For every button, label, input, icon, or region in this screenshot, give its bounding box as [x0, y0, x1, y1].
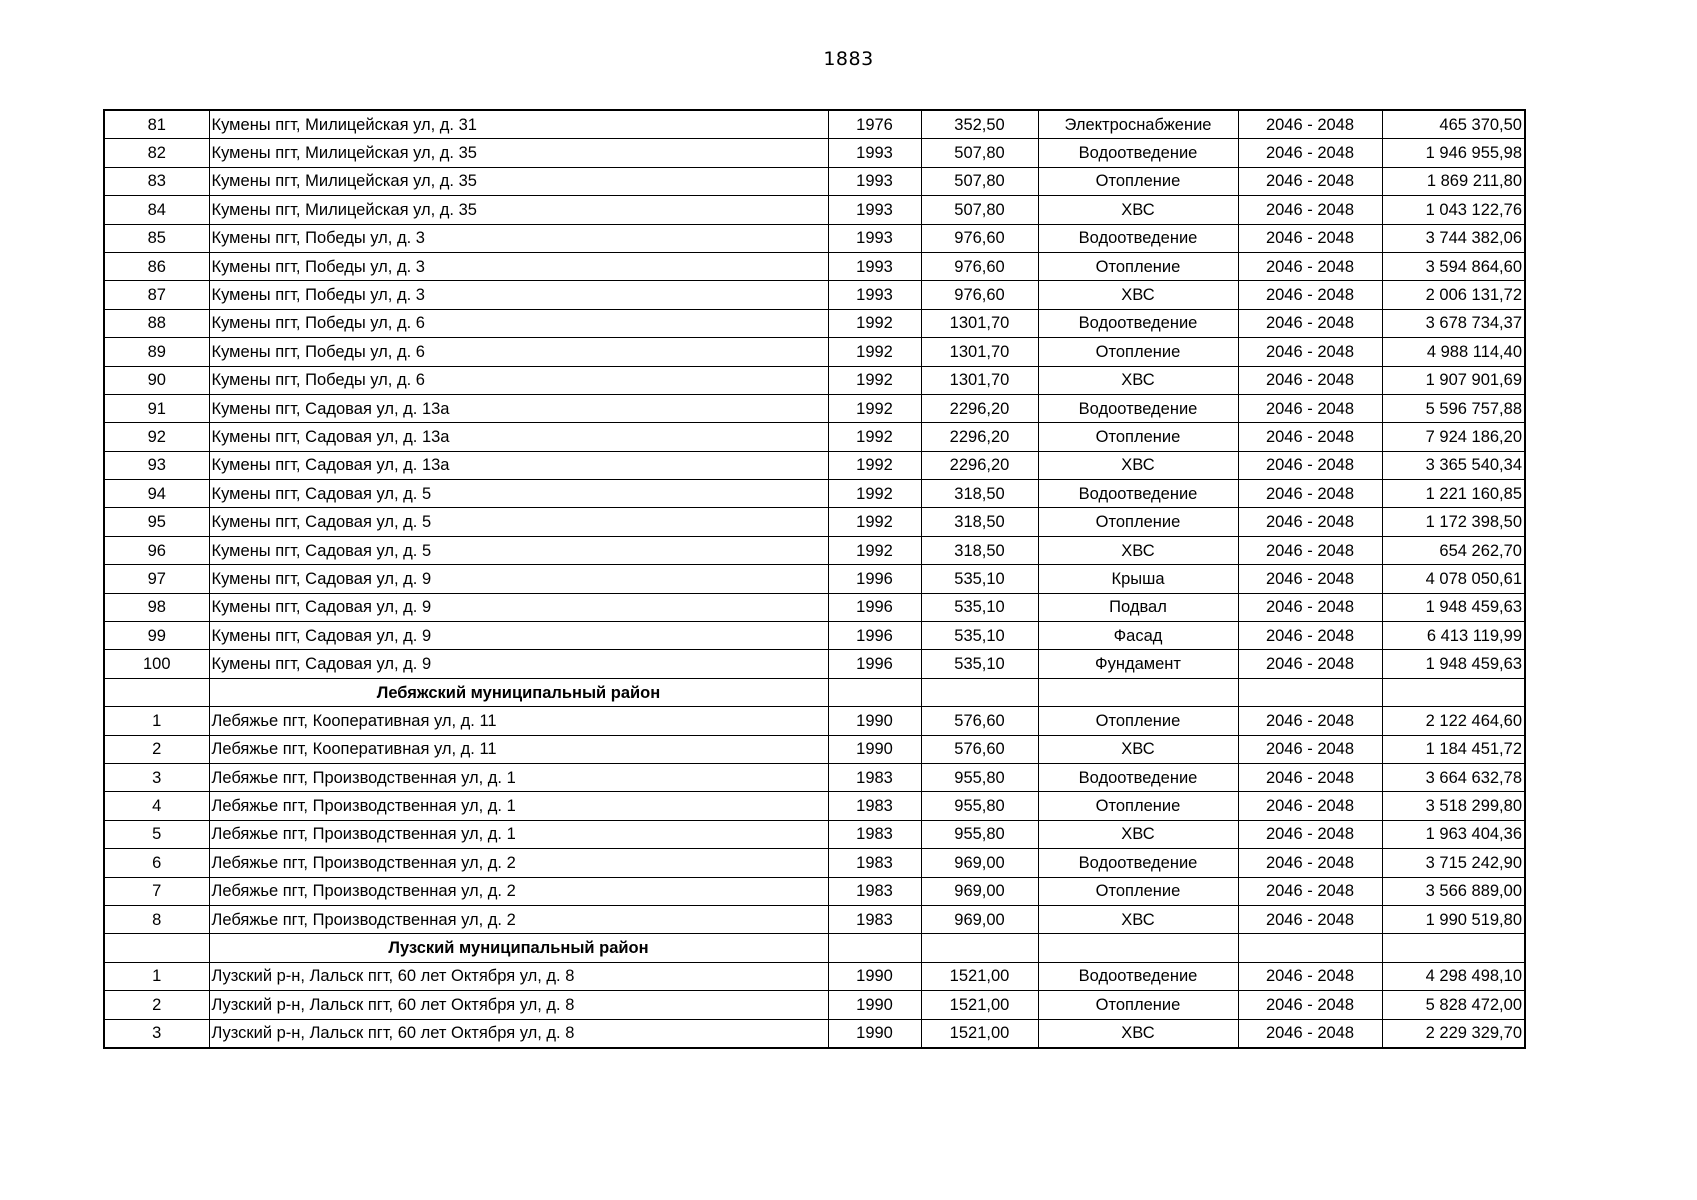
period-cell: 2046 - 2048	[1238, 309, 1382, 337]
address-cell: Кумены пгт, Садовая ул, д. 9	[209, 622, 828, 650]
row-number: 99	[104, 622, 209, 650]
work-type-cell: Отопление	[1038, 423, 1238, 451]
address-cell: Лебяжье пгт, Кооперативная ул, д. 11	[209, 735, 828, 763]
address-cell: Кумены пгт, Садовая ул, д. 13а	[209, 451, 828, 479]
year-cell: 1993	[828, 252, 921, 280]
row-number: 3	[104, 763, 209, 791]
area-cell: 1301,70	[921, 309, 1038, 337]
cost-cell: 3 664 632,78	[1382, 763, 1525, 791]
address-cell: Кумены пгт, Победы ул, д. 3	[209, 252, 828, 280]
period-cell: 2046 - 2048	[1238, 905, 1382, 933]
row-number: 96	[104, 536, 209, 564]
address-cell: Кумены пгт, Садовая ул, д. 5	[209, 536, 828, 564]
row-number: 4	[104, 792, 209, 820]
area-cell: 976,60	[921, 252, 1038, 280]
register-body	[104, 110, 1525, 1048]
area-cell: 576,60	[921, 707, 1038, 735]
table-row	[104, 309, 1525, 337]
year-cell: 1992	[828, 394, 921, 422]
cost-cell: 2 229 329,70	[1382, 1019, 1525, 1048]
work-type-cell: Водоотведение	[1038, 139, 1238, 167]
area-cell: 955,80	[921, 820, 1038, 848]
address-cell: Лебяжье пгт, Кооперативная ул, д. 11	[209, 707, 828, 735]
year-cell: 1996	[828, 622, 921, 650]
area-cell: 976,60	[921, 224, 1038, 252]
row-number: 95	[104, 508, 209, 536]
area-cell: 576,60	[921, 735, 1038, 763]
year-cell: 1992	[828, 508, 921, 536]
address-cell: Кумены пгт, Победы ул, д. 6	[209, 309, 828, 337]
period-cell: 2046 - 2048	[1238, 707, 1382, 735]
area-cell: 535,10	[921, 622, 1038, 650]
section-header-row	[104, 934, 1525, 962]
year-cell: 1996	[828, 565, 921, 593]
cost-cell: 3 744 382,06	[1382, 224, 1525, 252]
work-type-cell: Водоотведение	[1038, 763, 1238, 791]
table-row	[104, 707, 1525, 735]
section-empty-cell	[104, 934, 209, 962]
period-cell: 2046 - 2048	[1238, 167, 1382, 195]
row-number: 94	[104, 480, 209, 508]
cost-cell: 3 678 734,37	[1382, 309, 1525, 337]
row-number: 85	[104, 224, 209, 252]
work-type-cell: ХВС	[1038, 536, 1238, 564]
cost-cell: 6 413 119,99	[1382, 622, 1525, 650]
table-row	[104, 423, 1525, 451]
row-number: 88	[104, 309, 209, 337]
row-number: 1	[104, 707, 209, 735]
year-cell: 1983	[828, 763, 921, 791]
cost-cell: 5 828 472,00	[1382, 991, 1525, 1019]
year-cell: 1992	[828, 366, 921, 394]
section-title: Лузский муниципальный район	[209, 934, 828, 962]
cost-cell: 2 006 131,72	[1382, 281, 1525, 309]
row-number: 3	[104, 1019, 209, 1048]
cost-cell: 3 518 299,80	[1382, 792, 1525, 820]
work-type-cell: Отопление	[1038, 991, 1238, 1019]
row-number: 84	[104, 196, 209, 224]
work-type-cell: Фундамент	[1038, 650, 1238, 678]
table-row	[104, 110, 1525, 139]
address-cell: Лузский р-н, Лальск пгт, 60 лет Октября ул, д. 8	[209, 991, 828, 1019]
period-cell: 2046 - 2048	[1238, 593, 1382, 621]
section-empty-cell	[921, 678, 1038, 706]
area-cell: 507,80	[921, 139, 1038, 167]
section-empty-cell	[1238, 934, 1382, 962]
address-cell: Лебяжье пгт, Производственная ул, д. 2	[209, 905, 828, 933]
cost-cell: 4 988 114,40	[1382, 338, 1525, 366]
cost-cell: 1 948 459,63	[1382, 650, 1525, 678]
address-cell: Лебяжье пгт, Производственная ул, д. 1	[209, 820, 828, 848]
period-cell: 2046 - 2048	[1238, 423, 1382, 451]
period-cell: 2046 - 2048	[1238, 1019, 1382, 1048]
address-cell: Кумены пгт, Победы ул, д. 6	[209, 338, 828, 366]
work-type-cell: ХВС	[1038, 820, 1238, 848]
table-row	[104, 820, 1525, 848]
cost-cell: 1 948 459,63	[1382, 593, 1525, 621]
cost-cell: 4 298 498,10	[1382, 962, 1525, 990]
year-cell: 1992	[828, 338, 921, 366]
table-row	[104, 224, 1525, 252]
register-table	[103, 109, 1526, 1049]
year-cell: 1992	[828, 480, 921, 508]
cost-cell: 7 924 186,20	[1382, 423, 1525, 451]
period-cell: 2046 - 2048	[1238, 196, 1382, 224]
address-cell: Кумены пгт, Садовая ул, д. 5	[209, 508, 828, 536]
period-cell: 2046 - 2048	[1238, 820, 1382, 848]
year-cell: 1996	[828, 650, 921, 678]
year-cell: 1996	[828, 593, 921, 621]
period-cell: 2046 - 2048	[1238, 338, 1382, 366]
year-cell: 1992	[828, 451, 921, 479]
section-empty-cell	[1238, 678, 1382, 706]
cost-cell: 3 594 864,60	[1382, 252, 1525, 280]
address-cell: Кумены пгт, Победы ул, д. 3	[209, 281, 828, 309]
area-cell: 318,50	[921, 536, 1038, 564]
period-cell: 2046 - 2048	[1238, 763, 1382, 791]
year-cell: 1993	[828, 196, 921, 224]
address-cell: Кумены пгт, Садовая ул, д. 13а	[209, 423, 828, 451]
work-type-cell: Отопление	[1038, 167, 1238, 195]
cost-cell: 1 184 451,72	[1382, 735, 1525, 763]
row-number: 81	[104, 110, 209, 139]
year-cell: 1990	[828, 1019, 921, 1048]
period-cell: 2046 - 2048	[1238, 565, 1382, 593]
row-number: 1	[104, 962, 209, 990]
table-row	[104, 480, 1525, 508]
work-type-cell: Водоотведение	[1038, 480, 1238, 508]
cost-cell: 1 043 122,76	[1382, 196, 1525, 224]
section-empty-cell	[828, 678, 921, 706]
work-type-cell: Водоотведение	[1038, 849, 1238, 877]
work-type-cell: ХВС	[1038, 905, 1238, 933]
table-row	[104, 650, 1525, 678]
table-row	[104, 735, 1525, 763]
row-number: 93	[104, 451, 209, 479]
cost-cell: 1 963 404,36	[1382, 820, 1525, 848]
table-row	[104, 622, 1525, 650]
cost-cell: 1 990 519,80	[1382, 905, 1525, 933]
cost-cell: 1 946 955,98	[1382, 139, 1525, 167]
row-number: 5	[104, 820, 209, 848]
cost-cell: 654 262,70	[1382, 536, 1525, 564]
page-number: 1883	[823, 48, 874, 70]
table-row	[104, 849, 1525, 877]
area-cell: 955,80	[921, 763, 1038, 791]
cost-cell: 1 869 211,80	[1382, 167, 1525, 195]
row-number: 2	[104, 991, 209, 1019]
work-type-cell: ХВС	[1038, 735, 1238, 763]
address-cell: Лебяжье пгт, Производственная ул, д. 2	[209, 849, 828, 877]
year-cell: 1993	[828, 167, 921, 195]
period-cell: 2046 - 2048	[1238, 480, 1382, 508]
area-cell: 535,10	[921, 565, 1038, 593]
row-number: 92	[104, 423, 209, 451]
area-cell: 969,00	[921, 877, 1038, 905]
area-cell: 507,80	[921, 196, 1038, 224]
year-cell: 1990	[828, 991, 921, 1019]
period-cell: 2046 - 2048	[1238, 252, 1382, 280]
address-cell: Кумены пгт, Садовая ул, д. 9	[209, 565, 828, 593]
work-type-cell: Водоотведение	[1038, 394, 1238, 422]
year-cell: 1992	[828, 536, 921, 564]
period-cell: 2046 - 2048	[1238, 622, 1382, 650]
work-type-cell: ХВС	[1038, 366, 1238, 394]
area-cell: 318,50	[921, 508, 1038, 536]
area-cell: 535,10	[921, 593, 1038, 621]
table-row	[104, 792, 1525, 820]
area-cell: 1521,00	[921, 962, 1038, 990]
year-cell: 1992	[828, 423, 921, 451]
address-cell: Кумены пгт, Милицейская ул, д. 31	[209, 110, 828, 139]
table-row	[104, 139, 1525, 167]
table-row	[104, 565, 1525, 593]
period-cell: 2046 - 2048	[1238, 792, 1382, 820]
period-cell: 2046 - 2048	[1238, 536, 1382, 564]
area-cell: 955,80	[921, 792, 1038, 820]
cost-cell: 4 078 050,61	[1382, 565, 1525, 593]
year-cell: 1983	[828, 849, 921, 877]
work-type-cell: ХВС	[1038, 451, 1238, 479]
table-row	[104, 338, 1525, 366]
section-empty-cell	[828, 934, 921, 962]
cost-cell: 3 715 242,90	[1382, 849, 1525, 877]
area-cell: 507,80	[921, 167, 1038, 195]
table-row	[104, 991, 1525, 1019]
area-cell: 535,10	[921, 650, 1038, 678]
period-cell: 2046 - 2048	[1238, 962, 1382, 990]
work-type-cell: ХВС	[1038, 196, 1238, 224]
row-number: 90	[104, 366, 209, 394]
work-type-cell: Водоотведение	[1038, 962, 1238, 990]
area-cell: 318,50	[921, 480, 1038, 508]
cost-cell: 1 172 398,50	[1382, 508, 1525, 536]
table-row	[104, 167, 1525, 195]
row-number: 98	[104, 593, 209, 621]
work-type-cell: Электроснабжение	[1038, 110, 1238, 139]
table-row	[104, 1019, 1525, 1048]
period-cell: 2046 - 2048	[1238, 849, 1382, 877]
year-cell: 1983	[828, 877, 921, 905]
address-cell: Кумены пгт, Победы ул, д. 6	[209, 366, 828, 394]
area-cell: 352,50	[921, 110, 1038, 139]
period-cell: 2046 - 2048	[1238, 451, 1382, 479]
year-cell: 1983	[828, 905, 921, 933]
work-type-cell: Водоотведение	[1038, 224, 1238, 252]
period-cell: 2046 - 2048	[1238, 991, 1382, 1019]
table-row	[104, 877, 1525, 905]
area-cell: 1301,70	[921, 338, 1038, 366]
address-cell: Кумены пгт, Милицейская ул, д. 35	[209, 196, 828, 224]
address-cell: Кумены пгт, Победы ул, д. 3	[209, 224, 828, 252]
period-cell: 2046 - 2048	[1238, 508, 1382, 536]
row-number: 89	[104, 338, 209, 366]
table-row	[104, 536, 1525, 564]
year-cell: 1983	[828, 792, 921, 820]
table-row	[104, 508, 1525, 536]
period-cell: 2046 - 2048	[1238, 650, 1382, 678]
table-row	[104, 905, 1525, 933]
year-cell: 1976	[828, 110, 921, 139]
area-cell: 2296,20	[921, 394, 1038, 422]
table-row	[104, 196, 1525, 224]
work-type-cell: Отопление	[1038, 877, 1238, 905]
row-number: 91	[104, 394, 209, 422]
section-empty-cell	[1382, 678, 1525, 706]
row-number: 100	[104, 650, 209, 678]
year-cell: 1983	[828, 820, 921, 848]
row-number: 6	[104, 849, 209, 877]
period-cell: 2046 - 2048	[1238, 139, 1382, 167]
cost-cell: 3 365 540,34	[1382, 451, 1525, 479]
cost-cell: 1 907 901,69	[1382, 366, 1525, 394]
work-type-cell: ХВС	[1038, 281, 1238, 309]
address-cell: Кумены пгт, Садовая ул, д. 9	[209, 650, 828, 678]
work-type-cell: Подвал	[1038, 593, 1238, 621]
table-row	[104, 281, 1525, 309]
area-cell: 2296,20	[921, 423, 1038, 451]
cost-cell: 2 122 464,60	[1382, 707, 1525, 735]
area-cell: 1521,00	[921, 1019, 1038, 1048]
year-cell: 1990	[828, 735, 921, 763]
section-empty-cell	[104, 678, 209, 706]
year-cell: 1992	[828, 309, 921, 337]
period-cell: 2046 - 2048	[1238, 281, 1382, 309]
cost-cell: 1 221 160,85	[1382, 480, 1525, 508]
address-cell: Лебяжье пгт, Производственная ул, д. 1	[209, 792, 828, 820]
section-header-row	[104, 678, 1525, 706]
cost-cell: 3 566 889,00	[1382, 877, 1525, 905]
row-number: 82	[104, 139, 209, 167]
year-cell: 1993	[828, 139, 921, 167]
area-cell: 1301,70	[921, 366, 1038, 394]
work-type-cell: Отопление	[1038, 707, 1238, 735]
row-number: 97	[104, 565, 209, 593]
address-cell: Кумены пгт, Милицейская ул, д. 35	[209, 167, 828, 195]
year-cell: 1993	[828, 281, 921, 309]
table-row	[104, 962, 1525, 990]
cost-cell: 465 370,50	[1382, 110, 1525, 139]
table-row	[104, 451, 1525, 479]
period-cell: 2046 - 2048	[1238, 877, 1382, 905]
table-row	[104, 366, 1525, 394]
area-cell: 969,00	[921, 905, 1038, 933]
address-cell: Кумены пгт, Садовая ул, д. 9	[209, 593, 828, 621]
table-row	[104, 763, 1525, 791]
section-empty-cell	[921, 934, 1038, 962]
section-empty-cell	[1382, 934, 1525, 962]
work-type-cell: Отопление	[1038, 338, 1238, 366]
row-number: 83	[104, 167, 209, 195]
row-number: 87	[104, 281, 209, 309]
address-cell: Лебяжье пгт, Производственная ул, д. 1	[209, 763, 828, 791]
table-row	[104, 593, 1525, 621]
work-type-cell: Отопление	[1038, 252, 1238, 280]
period-cell: 2046 - 2048	[1238, 366, 1382, 394]
area-cell: 1521,00	[921, 991, 1038, 1019]
row-number: 8	[104, 905, 209, 933]
period-cell: 2046 - 2048	[1238, 110, 1382, 139]
area-cell: 2296,20	[921, 451, 1038, 479]
year-cell: 1990	[828, 962, 921, 990]
period-cell: 2046 - 2048	[1238, 735, 1382, 763]
section-empty-cell	[1038, 934, 1238, 962]
row-number: 2	[104, 735, 209, 763]
row-number: 86	[104, 252, 209, 280]
cost-cell: 5 596 757,88	[1382, 394, 1525, 422]
section-empty-cell	[1038, 678, 1238, 706]
address-cell: Лебяжье пгт, Производственная ул, д. 2	[209, 877, 828, 905]
period-cell: 2046 - 2048	[1238, 394, 1382, 422]
work-type-cell: Фасад	[1038, 622, 1238, 650]
period-cell: 2046 - 2048	[1238, 224, 1382, 252]
year-cell: 1993	[828, 224, 921, 252]
table-row	[104, 394, 1525, 422]
address-cell: Лузский р-н, Лальск пгт, 60 лет Октября ул, д. 8	[209, 962, 828, 990]
address-cell: Лузский р-н, Лальск пгт, 60 лет Октября ул, д. 8	[209, 1019, 828, 1048]
area-cell: 969,00	[921, 849, 1038, 877]
address-cell: Кумены пгт, Садовая ул, д. 13а	[209, 394, 828, 422]
table-row	[104, 252, 1525, 280]
work-type-cell: Отопление	[1038, 792, 1238, 820]
area-cell: 976,60	[921, 281, 1038, 309]
section-title: Лебяжский муниципальный район	[209, 678, 828, 706]
address-cell: Кумены пгт, Милицейская ул, д. 35	[209, 139, 828, 167]
work-type-cell: Крыша	[1038, 565, 1238, 593]
year-cell: 1990	[828, 707, 921, 735]
address-cell: Кумены пгт, Садовая ул, д. 5	[209, 480, 828, 508]
work-type-cell: ХВС	[1038, 1019, 1238, 1048]
work-type-cell: Водоотведение	[1038, 309, 1238, 337]
work-type-cell: Отопление	[1038, 508, 1238, 536]
row-number: 7	[104, 877, 209, 905]
